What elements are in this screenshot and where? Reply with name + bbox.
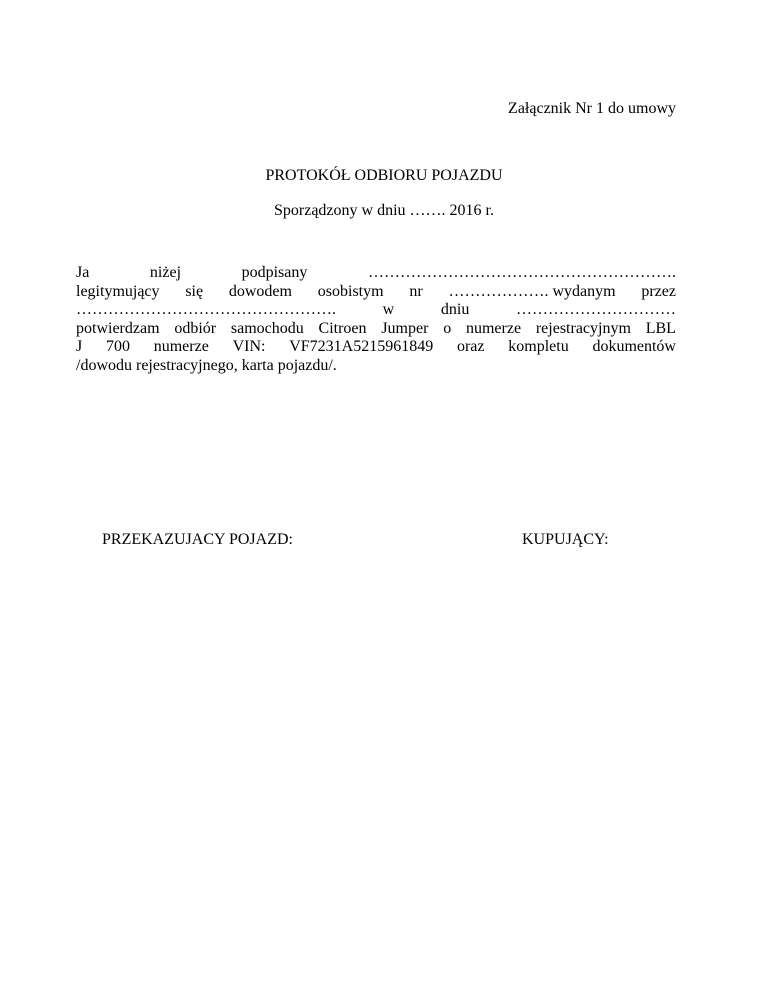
paragraph-line	[76, 264, 676, 283]
signature-label-transferring: PRZEKAZUJACY POJAZD:	[102, 531, 293, 548]
paragraph-word: legitymujący	[76, 282, 160, 300]
paragraph-line	[76, 301, 676, 320]
paragraph-word: Citroen	[318, 319, 367, 337]
paragraph-word: J	[76, 338, 83, 355]
paragraph-word: dniu	[440, 301, 470, 318]
paragraph-word: Jumper	[381, 319, 429, 337]
paragraph-word: podpisany	[241, 264, 308, 281]
paragraph-last-line: /dowodu rejestracyjnego, karta pojazdu/.	[76, 356, 337, 374]
paragraph-word: w	[382, 301, 395, 318]
paragraph-word: przez	[641, 282, 676, 300]
vin-number: VF7231A5215961849	[289, 338, 434, 355]
id-number-blank: ………………. wydanym	[448, 282, 616, 300]
paragraph-word: osobistym	[317, 282, 384, 300]
name-blank: ………………………………………………….	[367, 264, 676, 281]
attachment-label: Załącznik Nr 1 do umowy	[508, 100, 676, 117]
signature-label-buyer: KUPUJĄCY:	[522, 531, 609, 548]
statement-paragraph	[76, 264, 676, 375]
paragraph-word: dowodem	[228, 282, 292, 300]
issuer-blank: ………………………………………….	[76, 301, 336, 318]
paragraph-word: oraz	[456, 338, 485, 355]
paragraph-word: rejestracyjnym	[535, 319, 631, 337]
paragraph-word: Ja	[76, 264, 90, 281]
paragraph-word: VIN:	[232, 338, 266, 355]
document-title: PROTOKÓŁ ODBIORU POJAZDU	[265, 167, 503, 184]
paragraph-word: samochodu	[230, 319, 304, 337]
paragraph-word: dokumentów	[592, 338, 676, 355]
paragraph-line	[76, 283, 676, 302]
paragraph-word: numerze	[465, 319, 522, 337]
paragraph-word: niżej	[149, 264, 182, 281]
paragraph-word: odbiór	[174, 319, 217, 337]
paragraph-word: o	[443, 319, 452, 337]
paragraph-line	[76, 338, 676, 357]
paragraph-word: się	[185, 282, 204, 300]
paragraph-word: nr	[409, 282, 423, 300]
paragraph-word: LBL	[645, 319, 676, 337]
document-date-line: Sporządzony w dniu ……. 2016 r.	[274, 202, 494, 219]
paragraph-word: 700	[105, 338, 130, 355]
paragraph-word: potwierdzam	[76, 319, 160, 337]
paragraph-word: numerze	[153, 338, 209, 355]
paragraph-line	[76, 320, 676, 339]
paragraph-word: kompletu	[508, 338, 569, 355]
issue-date-blank: …………………………	[515, 301, 676, 318]
